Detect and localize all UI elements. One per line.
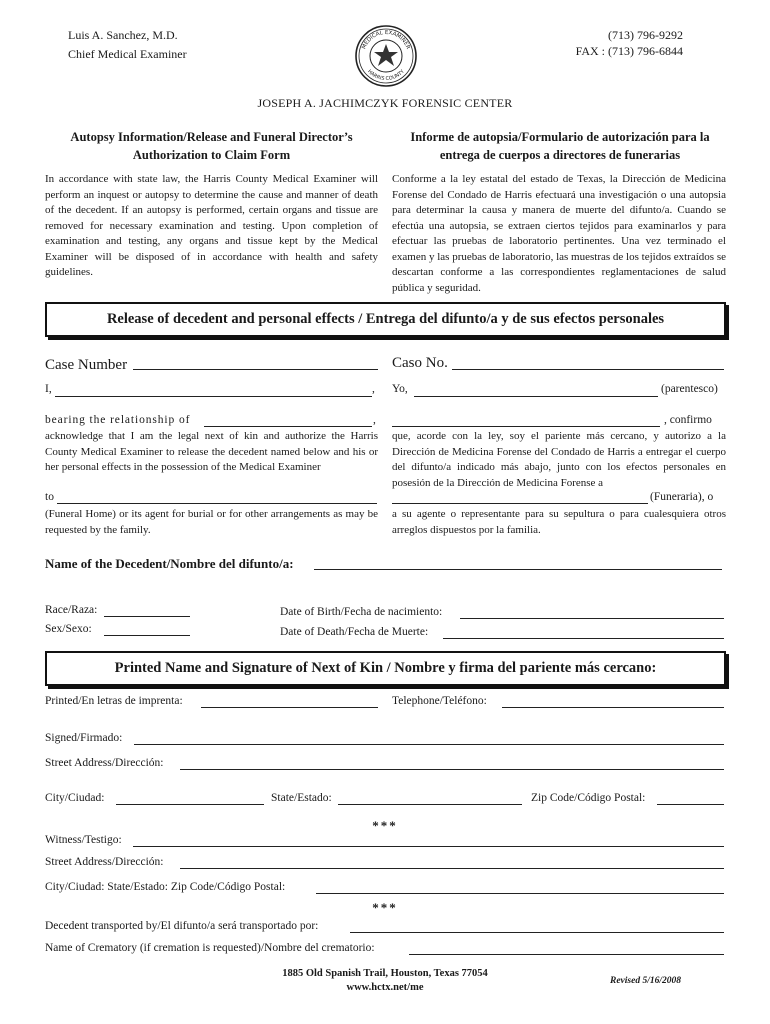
- yo-label: Yo,: [392, 383, 408, 395]
- separator-stars-1: ***: [372, 818, 398, 833]
- zip-code-label: Zip Code/Código Postal:: [531, 792, 646, 804]
- next-of-kin-name-field[interactable]: [55, 396, 372, 397]
- center-name: JOSEPH A. JACHIMCZYK FORENSIC CENTER: [257, 96, 513, 110]
- seal-bottom-text: HARRIS COUNTY: [366, 68, 406, 83]
- decedent-name-field[interactable]: [314, 569, 722, 570]
- witness-city-state-zip-label: City/Ciudad: State/Estado: Zip Code/Código Postal:: [45, 881, 286, 893]
- parentesco-label: (parentesco): [661, 383, 718, 395]
- seal-top-text: MEDICAL EXAMINER: [361, 29, 411, 51]
- fax-number: FAX : (713) 796-6844: [575, 44, 683, 58]
- spanish-title-line1: Informe de autopsia/Formulario de autorización para la: [410, 130, 710, 144]
- relationship-field[interactable]: [204, 426, 372, 427]
- english-funeral-text: (Funeral Home) or its agent for burial or for other arrangements as may be requested by the family.: [45, 508, 378, 536]
- signature-section-banner: Printed Name and Signature of Next of Kin / Nombre y firma del pariente más cercano:: [45, 651, 726, 686]
- case-number-field[interactable]: [133, 369, 378, 370]
- bearing-relationship-label: bearing the relationship of: [45, 414, 191, 426]
- telephone-label: Telephone/Teléfono:: [392, 695, 487, 707]
- english-acknowledgment-text: acknowledge that I am the legal next of kin and authorize the Harris County Medical Examiner to release the decedent named below and his or her personal effects in the possession of the Medical Examiner: [45, 430, 378, 473]
- bearing-comma: ,: [373, 414, 376, 426]
- sex-label: Sex/Sexo:: [45, 623, 92, 635]
- funeraria-field[interactable]: [392, 503, 648, 504]
- english-title-line1: Autopsy Information/Release and Funeral Director’s: [70, 130, 353, 144]
- spanish-title-line2: entrega de cuerpos a directores de funerarias: [439, 148, 681, 162]
- date-of-birth-field[interactable]: [460, 618, 724, 619]
- transported-by-field[interactable]: [350, 932, 724, 933]
- crematory-label: Name of Crematory (if cremation is requested)/Nombre del crematorio:: [45, 942, 375, 954]
- date-of-death-field[interactable]: [443, 638, 724, 639]
- telephone-field[interactable]: [502, 707, 724, 708]
- street-address-field[interactable]: [180, 769, 724, 770]
- city-label: City/Ciudad:: [45, 792, 105, 804]
- examiner-name: Luis A. Sanchez, M.D.: [68, 28, 178, 42]
- revised-date: Revised 5/16/2008: [610, 976, 681, 986]
- sex-field[interactable]: [104, 635, 190, 636]
- funeraria-label: (Funeraria), o: [650, 491, 714, 503]
- spanish-acknowledgment-text: que, acorde con la ley, soy el pariente más cercano, y autorizo a la Dirección de Medicina Forense del Condado de Harris a entregar el cuerpo del difunto/a indicado más abajo, junto con los efectos personales en posesión de la Dirección de Medicina Forense a: [392, 430, 726, 489]
- zip-code-field[interactable]: [657, 804, 724, 805]
- crematory-field[interactable]: [409, 954, 724, 955]
- decedent-name-label: Name of the Decedent/Nombre del difunto/a:: [45, 556, 294, 571]
- yo-name-field[interactable]: [414, 396, 658, 397]
- county-seal-icon: [354, 24, 418, 88]
- svg-text:HARRIS COUNTY: [366, 68, 406, 82]
- date-of-death-label: Date of Death/Fecha de Muerte:: [280, 626, 429, 638]
- footer-address: 1885 Old Spanish Trail, Houston, Texas 77054: [282, 968, 488, 979]
- witness-street-field[interactable]: [180, 868, 724, 869]
- printed-name-label: Printed/En letras de imprenta:: [45, 695, 183, 707]
- date-of-birth-label: Date of Birth/Fecha de nacimiento:: [280, 606, 443, 618]
- spanish-intro-text: Conforme a la ley estatal del estado de Texas, la Dirección de Medicina Forense del Condado de Harris efectuará una investigación o una autopsia para determinar la causa y manera de muerte del difunto/a. Cuando se efectúa una autopsia, se extraen ciertos tejidos para examinarlos y para efectuar las pruebas de laboratorio pertinentes. Una vez terminado el examen y las pruebas de laboratorio, las muestras de los tejidos extraídos se descartan conforme a las correspondientes reglamentaciones de salud pública y seguridad.: [392, 173, 726, 294]
- footer-website[interactable]: www.hctx.net/me: [346, 982, 424, 993]
- english-form-title: [45, 128, 378, 164]
- spanish-form-title: [392, 128, 728, 164]
- phone-number: (713) 796-9292: [608, 28, 683, 42]
- examiner-title: Chief Medical Examiner: [68, 47, 187, 61]
- printed-name-field[interactable]: [201, 707, 378, 708]
- caso-number-field[interactable]: [452, 369, 724, 370]
- street-address-label: Street Address/Dirección:: [45, 757, 164, 769]
- funeral-home-field[interactable]: [57, 503, 377, 504]
- caso-number-label: Caso No.: [392, 355, 448, 371]
- case-number-label: Case Number: [45, 357, 128, 373]
- state-label: State/Estado:: [271, 792, 332, 804]
- transported-by-label: Decedent transported by/El difunto/a será transportado por:: [45, 920, 319, 932]
- spanish-funeral-text: a su agente o representante para su sepultura o para cualesquiera otros arreglos dispuestos por la familia.: [392, 508, 726, 536]
- signed-label: Signed/Firmado:: [45, 732, 123, 744]
- state-field[interactable]: [338, 804, 522, 805]
- witness-city-state-zip-field[interactable]: [316, 893, 724, 894]
- to-label: to: [45, 491, 54, 503]
- i-comma: ,: [372, 383, 375, 395]
- witness-label: Witness/Testigo:: [45, 834, 122, 846]
- parentesco-field[interactable]: [392, 426, 660, 427]
- confirmo-label: , confirmo: [664, 414, 712, 426]
- witness-street-label: Street Address/Dirección:: [45, 856, 164, 868]
- i-label: I,: [45, 383, 52, 395]
- race-field[interactable]: [104, 616, 190, 617]
- signature-field[interactable]: [134, 744, 724, 745]
- english-title-line2: Authorization to Claim Form: [132, 148, 291, 162]
- english-intro-text: In accordance with state law, the Harris County Medical Examiner will perform an inquest or autopsy to determine the cause and manner of death of the decedent. If an autopsy is performed, certain organs and tissue are removed for necessary examination and testing. Upon completion of examination and testing, any organs and tissue kept by the Medical Examiner will be disposed of in accordance with health and safety guidelines.: [45, 173, 378, 278]
- witness-field[interactable]: [133, 846, 724, 847]
- city-field[interactable]: [116, 804, 264, 805]
- release-section-banner: Release of decedent and personal effects / Entrega del difunto/a y de sus efectos personales: [45, 302, 726, 337]
- separator-stars-2: ***: [372, 900, 398, 915]
- race-label: Race/Raza:: [45, 604, 98, 616]
